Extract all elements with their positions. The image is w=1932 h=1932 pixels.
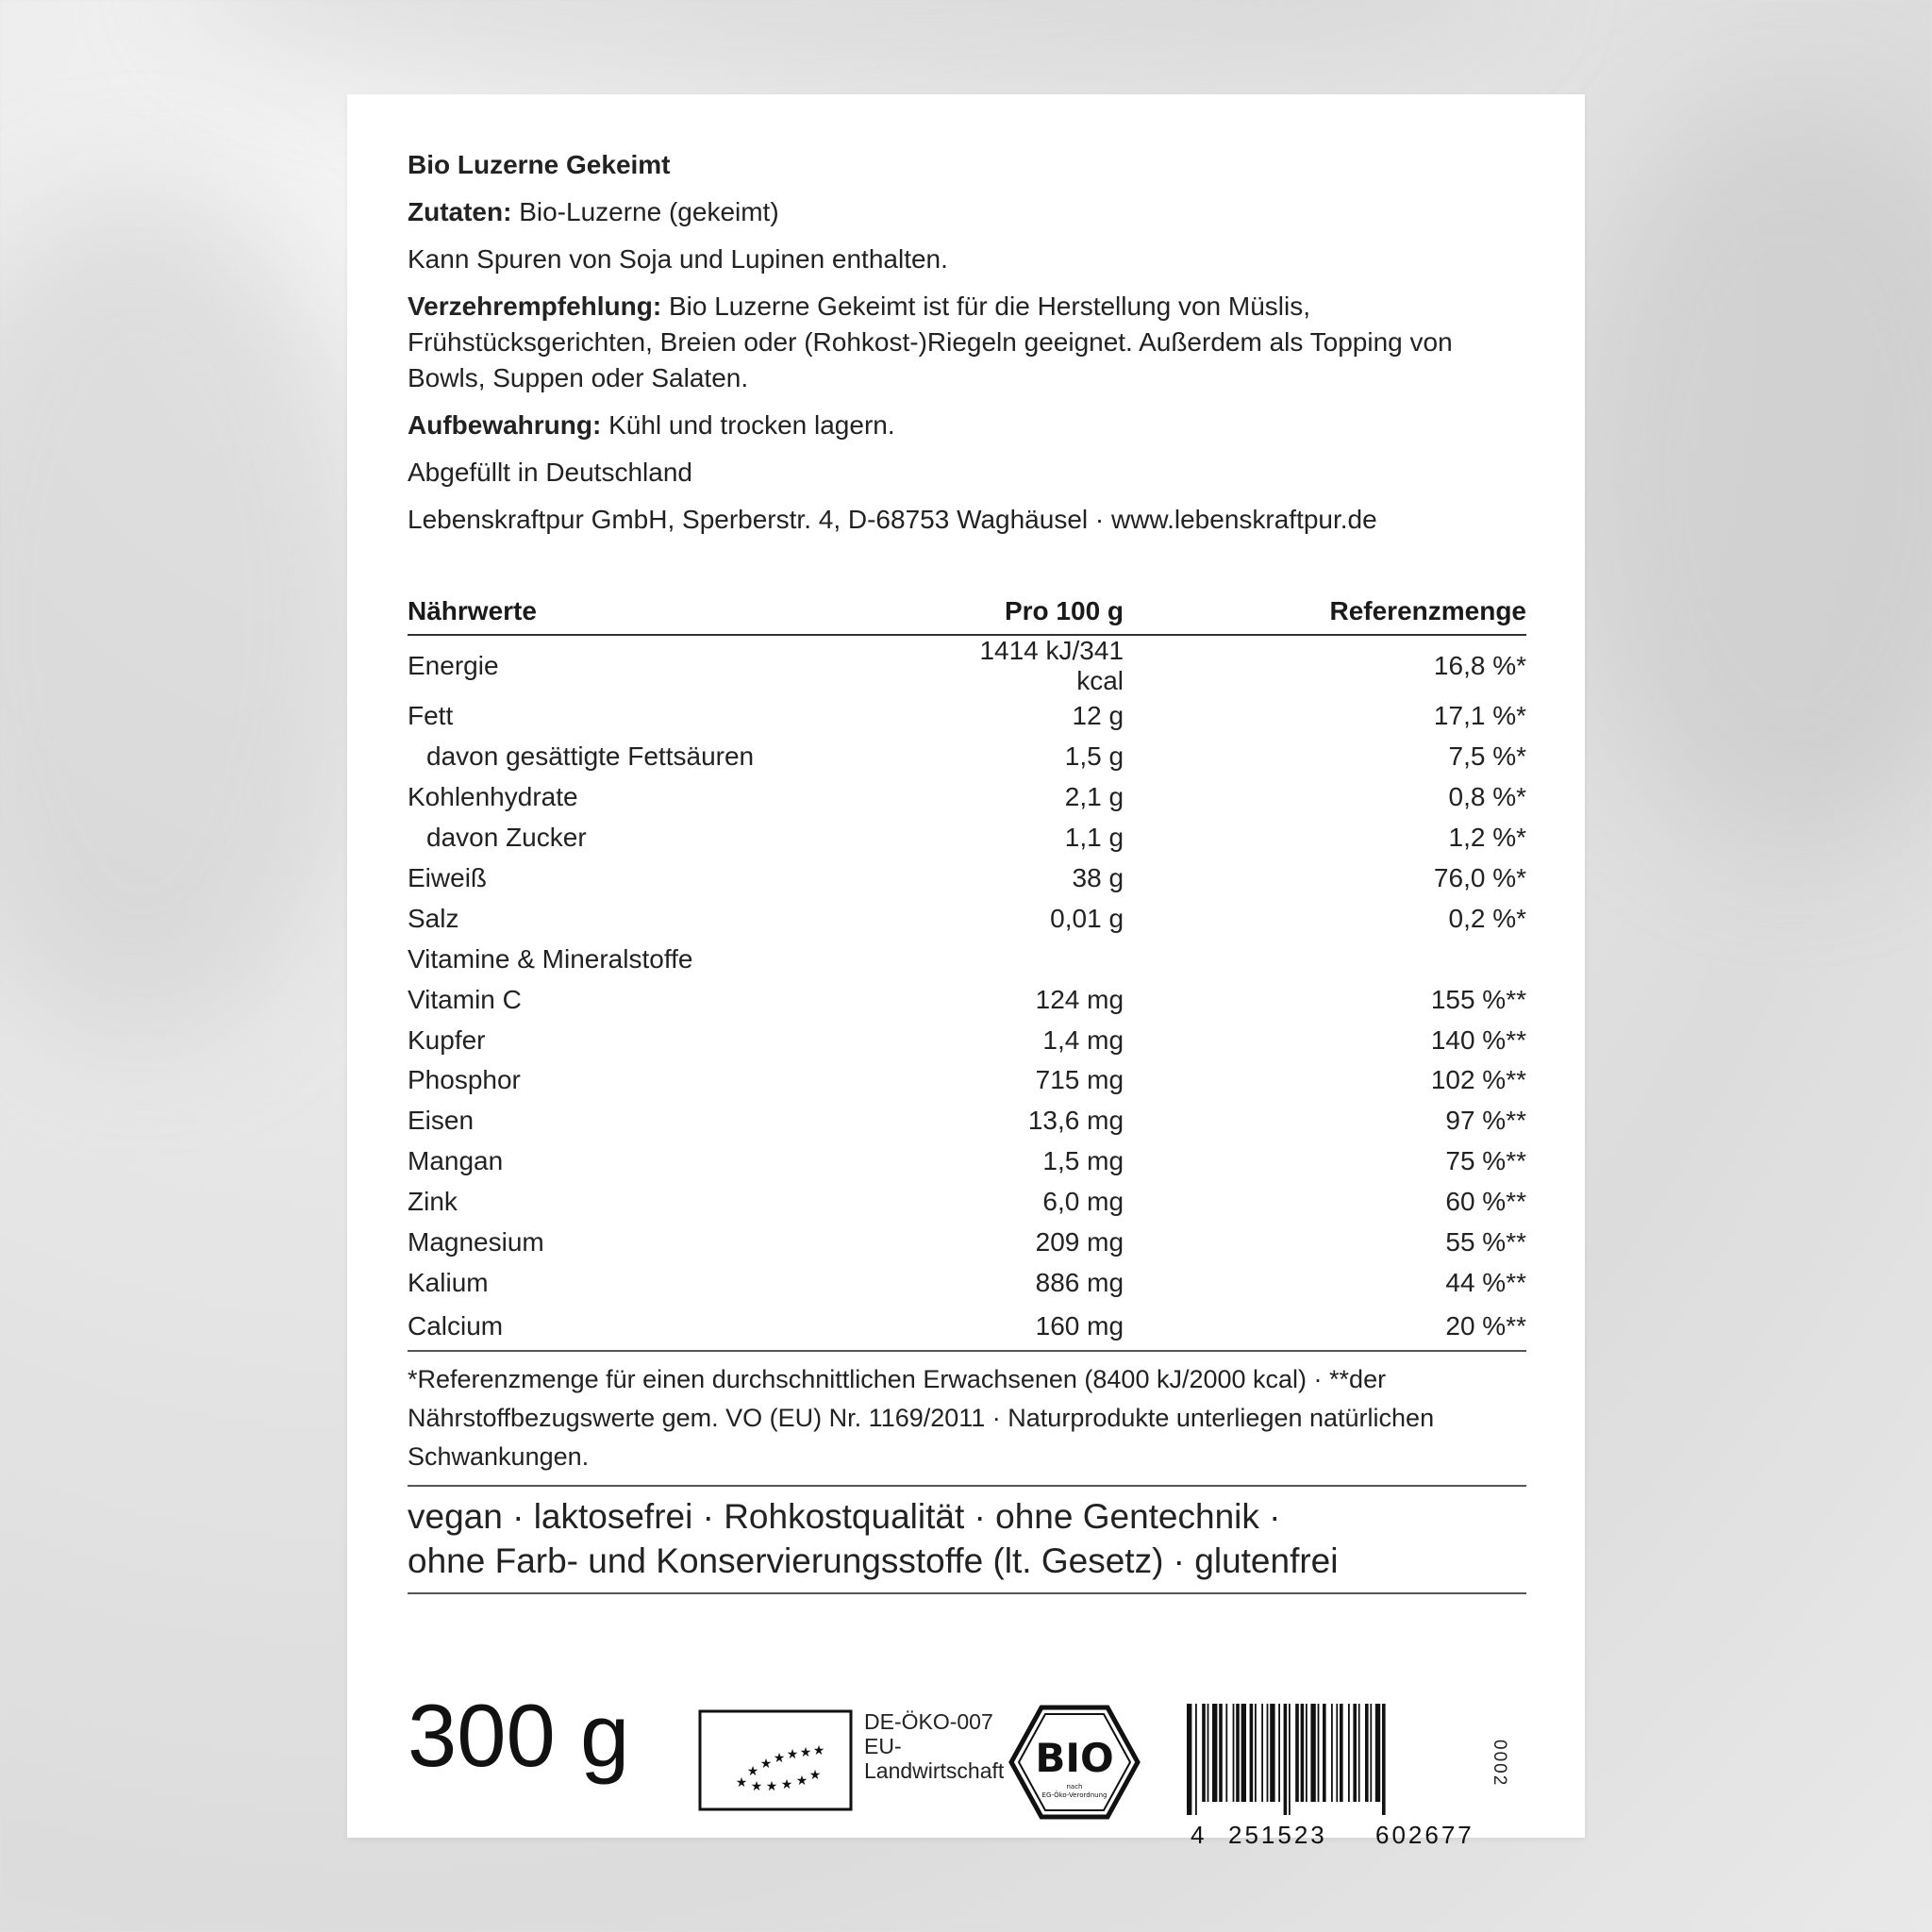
nutrient-name: Zink — [408, 1187, 458, 1217]
barcode-bar — [1318, 1704, 1320, 1802]
barcode-bar — [1340, 1704, 1343, 1802]
table-row — [408, 777, 1526, 818]
nutrient-ref: 75 %** — [1445, 1146, 1526, 1176]
nutrient-name: Mangan — [408, 1146, 504, 1176]
barcode-bar — [1289, 1704, 1291, 1815]
svg-text:★: ★ — [746, 1764, 759, 1779]
barcode-bar — [1212, 1704, 1217, 1802]
claims-line: vegan · laktosefrei · Rohkostqualität · ohne Gentechnik · — [408, 1497, 1281, 1536]
storage-text: Kühl und trocken lagern. — [601, 410, 895, 440]
ean-right-digits: 602677 — [1375, 1821, 1474, 1849]
divider — [408, 1592, 1526, 1594]
barcode-bar — [1370, 1704, 1372, 1802]
nutrient-per100: 886 mg — [1035, 1267, 1124, 1297]
nutrient-name: Energie — [408, 651, 499, 680]
barcode-bar — [1323, 1704, 1326, 1802]
svg-text:★: ★ — [795, 1774, 808, 1789]
table-row — [408, 818, 1526, 858]
svg-text:★: ★ — [735, 1775, 748, 1790]
nutrient-ref: 44 %** — [1445, 1267, 1526, 1297]
header-per100: Pro 100 g — [967, 585, 1124, 635]
header-nutrients: Nährwerte — [408, 585, 967, 635]
barcode-bar — [1310, 1704, 1315, 1802]
eu-organic-logo-icon — [698, 1709, 853, 1811]
nutrient-ref: 7,5 %* — [1448, 741, 1526, 772]
ean-left-digits: 251523 — [1228, 1821, 1327, 1849]
nutrient-ref: 0,8 %* — [1448, 782, 1526, 812]
barcode-bar — [1331, 1704, 1333, 1802]
eu-line: Landwirtschaft — [864, 1758, 1005, 1783]
nutrient-per100: 1,5 g — [1064, 741, 1124, 772]
nutrient-ref: 76,0 %* — [1433, 863, 1526, 892]
nutrient-per100: 1,5 mg — [1042, 1146, 1124, 1176]
nutrient-per100: 6,0 mg — [1042, 1187, 1124, 1217]
barcode-bar — [1225, 1704, 1227, 1802]
svg-text:★: ★ — [759, 1757, 773, 1772]
barcode-bar — [1270, 1704, 1274, 1802]
background-shadow — [0, 189, 377, 1038]
barcode-bar — [1284, 1704, 1288, 1815]
nutrient-ref: 102 %** — [1430, 1065, 1526, 1095]
barcode-bar — [1187, 1704, 1191, 1815]
product-label — [347, 94, 1585, 1849]
nutrient-name: Kohlenhydrate — [408, 782, 578, 812]
nutrient-per100: 0,01 g — [1050, 903, 1124, 933]
product-info — [408, 147, 1526, 549]
table-row — [408, 696, 1526, 737]
nutrient-ref: 140 %** — [1430, 1024, 1526, 1055]
nutrient-name: davon Zucker — [426, 823, 587, 853]
nutrient-name: Vitamine & Mineralstoffe — [408, 943, 693, 974]
barcode-bar — [1336, 1704, 1338, 1802]
nutrition-table — [408, 585, 1526, 1352]
nutrient-per100: 38 g — [1072, 863, 1124, 892]
barcode-icon — [1183, 1704, 1523, 1819]
table-row — [408, 1101, 1526, 1141]
nutrient-name: davon gesättigte Fettsäuren — [426, 741, 755, 772]
barcode-bar — [1250, 1704, 1254, 1802]
nutrient-name: Fett — [408, 701, 454, 731]
svg-text:★: ★ — [812, 1743, 825, 1758]
table-row — [408, 858, 1526, 899]
nutrient-name: Salz — [408, 903, 459, 933]
nutrient-per100: 1,4 mg — [1042, 1024, 1124, 1055]
table-row — [408, 737, 1526, 777]
storage-line — [408, 408, 1526, 443]
nutrient-ref: 16,8 %* — [1433, 651, 1526, 680]
nutrient-ref: 20 %** — [1124, 1303, 1526, 1351]
nutrient-name: Magnesium — [408, 1227, 544, 1257]
table-header-row — [408, 585, 1526, 635]
barcode-bar — [1306, 1704, 1307, 1802]
nutrient-name: Calcium — [408, 1303, 967, 1351]
table-row — [408, 1060, 1526, 1101]
origin-text: Abgefüllt in Deutschland — [408, 458, 692, 487]
recommendation-line — [408, 289, 1526, 396]
barcode-bar — [1255, 1704, 1257, 1802]
svg-text:★: ★ — [765, 1779, 778, 1794]
eu-line: EU- — [864, 1734, 902, 1758]
allergen-note: Kann Spuren von Soja und Lupinen enthalten. — [408, 244, 948, 274]
background-shadow — [189, 0, 1509, 104]
nutrient-per100: 1414 kJ/341 kcal — [979, 636, 1124, 695]
background-shadow — [1557, 94, 1932, 849]
nutrient-name: Eisen — [408, 1106, 475, 1136]
nutrient-ref: 1,2 %* — [1448, 823, 1526, 853]
nutrient-per100: 2,1 g — [1064, 782, 1124, 812]
svg-text:★: ★ — [773, 1751, 786, 1766]
barcode-bar — [1353, 1704, 1357, 1802]
svg-text:★: ★ — [750, 1779, 763, 1794]
ean-first-digit: 4 — [1191, 1821, 1205, 1849]
barcode-bar — [1382, 1704, 1386, 1815]
ean-addon-digits: 0002 — [1490, 1740, 1509, 1788]
barcode-bar — [1208, 1704, 1209, 1802]
svg-text:★: ★ — [808, 1768, 822, 1783]
company-text: Lebenskraftpur GmbH, Sperberstr. 4, D-68753 Waghäusel · www.lebenskraftpur.de — [408, 505, 1377, 534]
nutrition-footnote: *Referenzmenge für einen durchschnittlichen Erwachsenen (8400 kJ/2000 kcal) · **der Nährstoffbezugswerte gem. VO (EU) Nr. 1169/2011 · Naturprodukte unterliegen natürlichen Schwankungen. — [408, 1365, 1435, 1471]
bio-seal-sub: EG-Öko-Verordnung — [1041, 1791, 1108, 1799]
nutrient-ref: 97 %** — [1445, 1106, 1526, 1136]
net-weight: 300 g — [408, 1686, 630, 1785]
recommendation-label: Verzehrempfehlung: — [408, 291, 662, 321]
barcode-bar — [1365, 1704, 1369, 1802]
nutrient-per100: 209 mg — [1035, 1227, 1124, 1257]
barcode-bar — [1267, 1704, 1269, 1802]
svg-text:★: ★ — [799, 1745, 812, 1760]
nutrient-per100: 715 mg — [1035, 1065, 1124, 1095]
nutrient-ref: 17,1 %* — [1433, 701, 1526, 731]
barcode-bar — [1202, 1704, 1206, 1802]
barcode-bar — [1358, 1704, 1360, 1802]
barcode-bar — [1295, 1704, 1299, 1802]
table-row — [408, 1020, 1526, 1060]
nutrient-name: Eiweiß — [408, 863, 488, 892]
barcode-bar — [1261, 1704, 1263, 1802]
nutrient-per100: 124 mg — [1035, 984, 1124, 1014]
table-row — [408, 635, 1526, 696]
bio-seal-sub: nach — [1066, 1783, 1083, 1790]
nutrient-per100 — [967, 939, 1124, 979]
ingredients-line — [408, 194, 1526, 230]
nutrient-per100: 12 g — [1072, 701, 1124, 731]
nutrient-ref: 55 %** — [1445, 1227, 1526, 1257]
nutrient-per100: 160 mg — [967, 1303, 1124, 1351]
table-row — [408, 1141, 1526, 1182]
barcode-bar — [1375, 1704, 1380, 1802]
claims-line: ohne Farb- und Konservierungsstoffe (lt. Gesetz) · glutenfrei — [408, 1541, 1339, 1580]
eu-organic-text — [864, 1709, 1004, 1783]
table-row — [408, 1262, 1526, 1303]
nutrient-name: Vitamin C — [408, 984, 522, 1014]
nutrient-name: Kalium — [408, 1267, 489, 1297]
table-row — [408, 1223, 1526, 1263]
ingredients-label: Zutaten: — [408, 197, 512, 226]
bio-seal-text: BIO — [1035, 1735, 1114, 1781]
header-reference: Referenzmenge — [1124, 585, 1526, 635]
nutrient-ref: 155 %** — [1430, 984, 1526, 1014]
svg-text:★: ★ — [780, 1777, 793, 1792]
barcode-bar — [1236, 1704, 1240, 1802]
nutrient-ref: 0,2 %* — [1448, 903, 1526, 933]
barcode-bar — [1301, 1704, 1305, 1802]
ingredients-text: Bio-Luzerne (gekeimt) — [511, 197, 779, 226]
barcode-bar — [1233, 1704, 1235, 1802]
table-row — [408, 1182, 1526, 1223]
table-row — [408, 1303, 1526, 1351]
nutrient-name: Phosphor — [408, 1065, 521, 1095]
nutrient-ref: 60 %** — [1445, 1187, 1526, 1217]
divider — [408, 1485, 1526, 1487]
barcode-bar — [1219, 1704, 1223, 1802]
nutrient-ref — [1124, 939, 1526, 979]
recommendation-text: Bio Luzerne Gekeimt ist für die Herstellung von Müslis, Frühstücksgerichten, Breien oder (Rohkost-)Riegeln geeignet. Außerdem als Topping von Bowls, Suppen oder Salaten. — [408, 291, 1453, 392]
product-claims — [408, 1494, 1526, 1583]
nutrient-per100: 13,6 mg — [1027, 1106, 1124, 1136]
nutrient-name: Kupfer — [408, 1024, 486, 1055]
svg-text:★: ★ — [786, 1747, 799, 1762]
nutrient-per100: 1,1 g — [1064, 823, 1124, 853]
table-row — [408, 898, 1526, 939]
bio-seal-icon — [1008, 1704, 1141, 1821]
barcode-bar — [1348, 1704, 1350, 1802]
storage-label: Aufbewahrung: — [408, 410, 602, 440]
barcode-bar — [1278, 1704, 1280, 1802]
barcode-bar — [1241, 1704, 1246, 1802]
product-title: Bio Luzerne Gekeimt — [408, 150, 671, 179]
barcode-bar — [1195, 1704, 1197, 1815]
table-row — [408, 939, 1526, 979]
eu-code: DE-ÖKO-007 — [864, 1709, 993, 1734]
table-row — [408, 979, 1526, 1020]
